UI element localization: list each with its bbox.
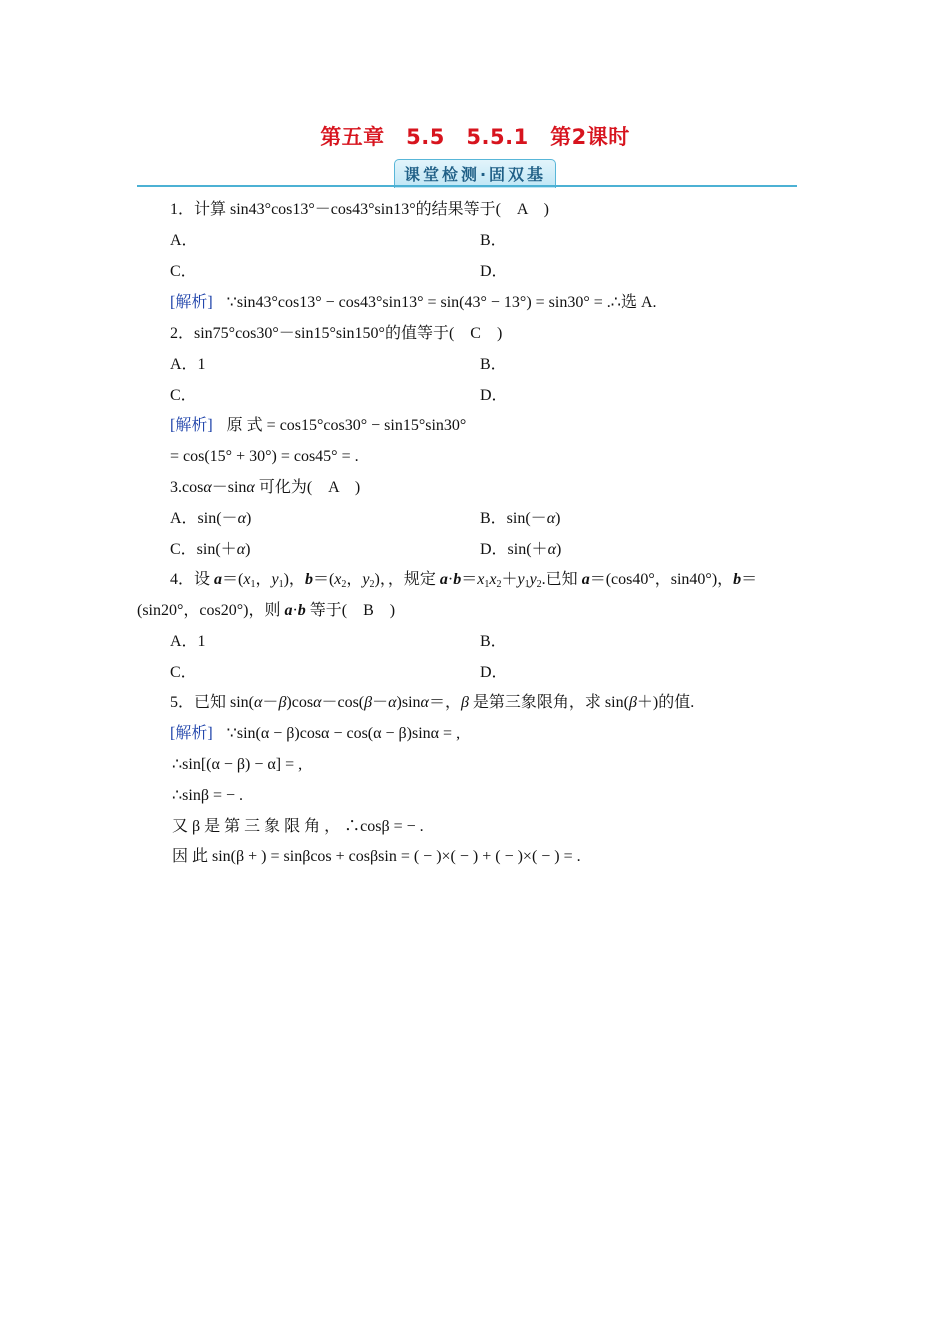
chapter-title: 第五章 5.5 5.5.1 第2课时 [320,125,630,149]
q4-stem-1 [170,569,810,591]
vector-a: a [284,602,293,619]
q3-stem [170,477,810,499]
beta-symbol: β [278,694,287,711]
q4-option-a: A．1 [170,633,206,650]
q5-analysis-4: 又 β 是 第 三 象 限 角 ， ∴cosβ = − . [172,818,424,835]
dot-operator: · [447,571,454,588]
q2-analysis-1 [170,415,810,437]
subscript: 2 [369,579,375,590]
q4-text: 等于( B ) [305,602,396,619]
q3-option-d-text: D．sin(＋ [480,541,548,558]
q3-option-a-text: A．sin(－ [170,510,238,527]
paren: ) [555,541,562,558]
q2-stem: 2．sin75°cos30°－sin15°sin150°的值等于( C ) [170,325,503,342]
q5-text: ＝， [428,694,461,711]
vector-b: b [304,571,313,588]
q5-analysis-1 [170,723,810,745]
q4-text: ＝( [222,571,244,588]
q3-options-row2 [170,539,810,561]
q5-text: 5．已知 sin( [170,694,255,711]
q2-analysis-text-1: 原 式 = cos15°cos30° − sin15°sin30° [226,417,467,434]
q1-option-d: D． [480,263,508,280]
q2-analysis-2: = cos(15° + 30°) = cos45° = . [170,448,359,465]
vector-b: b [453,571,462,588]
var-x: x [489,571,497,588]
banner-wrap [0,159,950,188]
subscript: 2 [341,579,347,590]
q4-text: .已知 [541,571,582,588]
q4-text: (sin20°，cos20°)，则 [137,602,285,619]
q4-text: ＝ [741,571,758,588]
vector-a: a [581,571,590,588]
q4-option-c: C． [170,664,197,681]
q3-stem-part: 可化为( A ) [254,479,361,496]
alpha-symbol: α [420,694,429,711]
q4-option-b: B． [480,633,507,650]
subscript: 2 [496,579,502,590]
header-rule [137,185,797,187]
q4-option-d: D． [480,664,508,681]
q5-text: )sin [396,694,421,711]
alpha-symbol: α [237,510,246,527]
beta-symbol: β [364,694,373,711]
var-x: x [334,571,342,588]
var-x: x [243,571,251,588]
q1-option-b: B． [480,232,507,249]
q4-options-row1 [170,631,810,653]
q1-options-row1 [170,230,810,252]
q5-analysis-text-1: ∵sin(α − β)cosα − cos(α − β)sinα = , [226,725,461,742]
vector-b: b [733,571,742,588]
q3-option-c-text: C．sin(＋ [170,541,237,558]
q5-text: － [262,694,279,711]
q4-text: ， [255,571,272,588]
q4-options-row2 [170,662,810,684]
q4-text: ＝( [312,571,335,588]
equals-sign: ＝ [461,571,478,588]
q4-text: ，规定 [387,571,440,588]
q4-text: 4．设 [170,571,215,588]
analysis-tag: [解析] [170,294,213,311]
analysis-tag: [解析] [170,417,213,434]
alpha-symbol: α [388,694,397,711]
q2-option-a: A．1 [170,356,206,373]
var-y: y [271,571,279,588]
q1-option-a: A． [170,232,198,249]
vector-a: a [214,571,223,588]
q5-text: 是第三象限角，求 sin( [468,694,629,711]
q3-options-row1 [170,508,810,530]
paren: ) [555,510,561,527]
alpha-symbol: α [254,694,263,711]
alpha-symbol: α [246,479,255,496]
q4-text: ， [346,571,363,588]
q4-text: )， [283,571,305,588]
var-y: y [362,571,370,588]
q3-option-b-text: B．sin(－ [480,510,547,527]
q3-stem-part: 3.cos [170,479,204,496]
q3-option-c [170,541,250,558]
q5-analysis-5: 因 此 sin(β + ) = sinβcos + cosβsin = ( − )×( − ) + ( − )×( − ) = . [172,848,581,865]
q2-options-row1 [170,354,810,376]
alpha-symbol: α [236,541,246,558]
subscript: 1 [278,579,284,590]
q2-option-b: B． [480,356,507,373]
q1-options-row2 [170,261,810,283]
q5-stem [170,692,810,714]
q2-options-row2 [170,385,810,407]
paren: ) [245,541,251,558]
q3-stem-part: －sin [211,479,247,496]
beta-symbol: β [460,694,469,711]
alpha-symbol: α [546,510,556,527]
var-y: y [517,571,525,588]
q4-text: )， [374,571,388,588]
q2-option-c: C． [170,387,197,404]
alpha-symbol: α [203,479,212,496]
vector-a: a [439,571,448,588]
q1-analysis [170,292,810,314]
q3-option-b [480,508,560,530]
subscript: 2 [536,579,542,590]
alpha-symbol: α [313,694,322,711]
q5-text: －cos( [321,694,365,711]
subscript: 1 [250,579,256,590]
beta-symbol: β [628,694,637,711]
q5-text: )cos [286,694,314,711]
q3-option-d [480,539,561,561]
q5-text: － [372,694,389,711]
subscript: 1 [484,579,490,590]
dot-operator: · [292,602,298,619]
q3-option-a [170,510,251,527]
q4-stem-2 [137,600,777,622]
q1-option-c: C． [170,263,197,280]
q2-option-d: D． [480,387,508,404]
vector-b: b [297,602,306,619]
alpha-symbol: α [547,541,556,558]
q5-text: ＋)的值. [636,694,695,711]
paren: ) [245,510,252,527]
section-banner: 课堂检测·固双基 [394,159,556,188]
q5-analysis-2: ∴sin[(α − β) − α] = , [172,756,303,773]
analysis-tag: [解析] [170,725,213,742]
q5-analysis-3: ∴sinβ = − . [172,787,244,804]
plus-sign: ＋ [501,571,518,588]
q1-stem: 1．计算 sin43°cos13°－cos43°sin13°的结果等于( A ) [170,201,549,218]
var-y: y [529,571,537,588]
q1-analysis-text: ∵sin43°cos13° − cos43°sin13° = sin(43° − 13°) = sin30° = .∴选 A. [226,294,657,311]
q4-text: ＝(cos40°，sin40°)， [589,571,734,588]
var-x: x [477,571,485,588]
subscript: 1 [524,579,530,590]
